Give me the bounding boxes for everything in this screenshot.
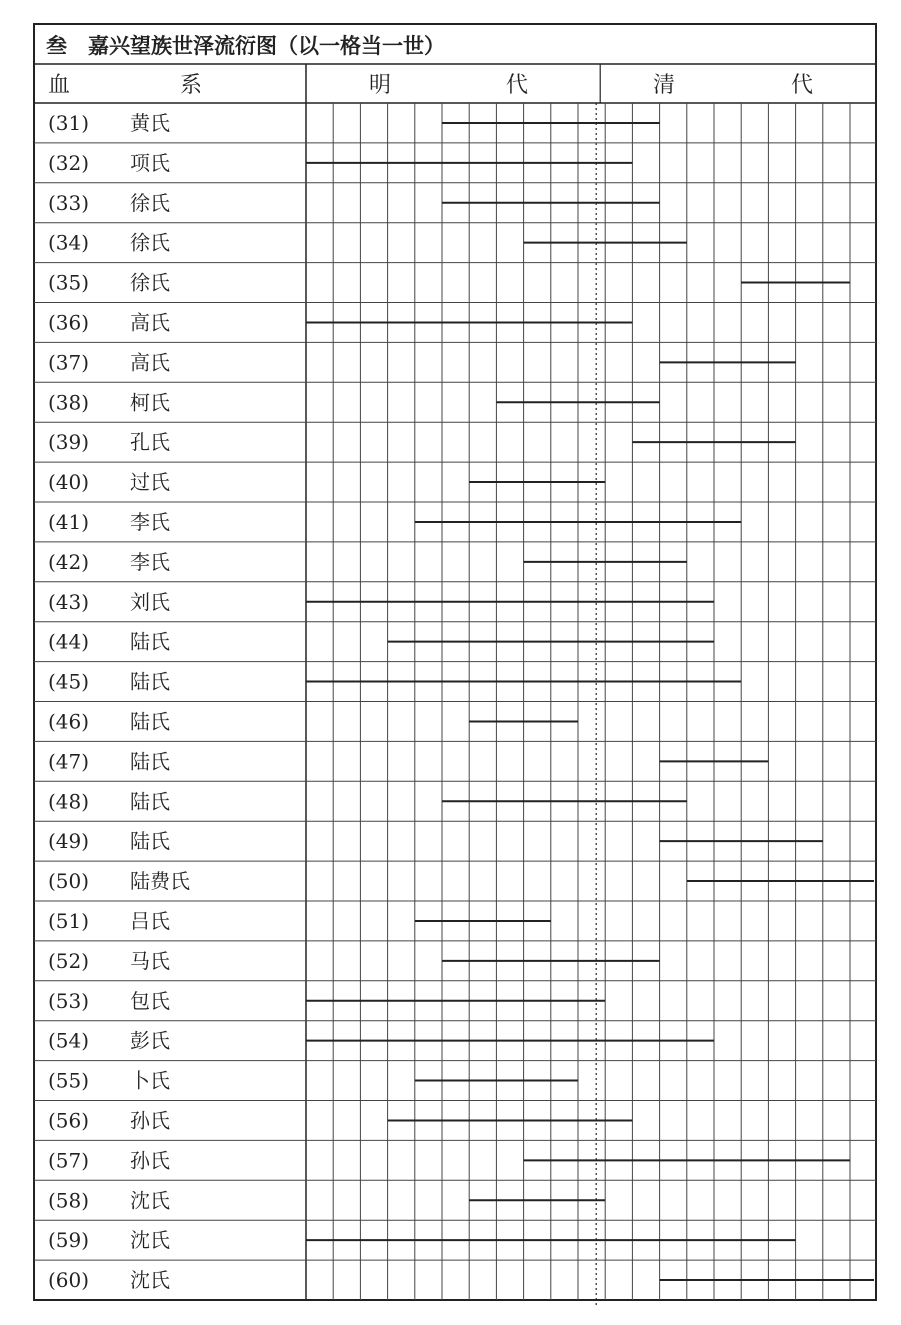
table-row xyxy=(34,749,876,781)
table-row xyxy=(34,510,876,542)
table-row xyxy=(34,390,876,422)
clan-name: 项氏 xyxy=(130,150,170,175)
row-number: (47) xyxy=(48,749,90,774)
table-row xyxy=(34,191,876,223)
qing-dynasty-header-left: 清 xyxy=(653,73,676,98)
table-row xyxy=(34,829,876,861)
row-number: (38) xyxy=(48,390,90,415)
lineage-rows xyxy=(34,111,876,1292)
clan-name: 陆费氏 xyxy=(130,869,190,894)
table-row xyxy=(34,350,876,382)
table-row xyxy=(34,630,876,662)
row-number: (33) xyxy=(48,190,90,215)
table-row xyxy=(34,430,876,462)
table-row xyxy=(34,151,876,183)
clan-name: 陆氏 xyxy=(130,669,170,694)
clan-name: 陆氏 xyxy=(130,789,170,814)
table-row xyxy=(34,709,876,741)
table-row xyxy=(34,1108,876,1140)
row-number: (56) xyxy=(48,1108,90,1133)
clan-name: 马氏 xyxy=(130,948,170,973)
row-number: (58) xyxy=(48,1188,90,1213)
row-number: (32) xyxy=(48,150,90,175)
table-row xyxy=(34,949,876,981)
table-row xyxy=(34,1029,876,1061)
table-row xyxy=(34,1228,876,1260)
row-number: (45) xyxy=(48,669,90,694)
row-number: (48) xyxy=(48,789,90,814)
row-number: (46) xyxy=(48,709,90,734)
row-number: (42) xyxy=(48,549,90,574)
row-number: (55) xyxy=(48,1068,90,1093)
table-row xyxy=(48,1268,874,1292)
clan-name: 卜氏 xyxy=(130,1068,170,1093)
clan-name: 刘氏 xyxy=(130,589,170,614)
table-row xyxy=(34,869,876,901)
table-row xyxy=(34,590,876,622)
row-number: (53) xyxy=(48,988,90,1013)
clan-name: 孙氏 xyxy=(130,1108,170,1133)
row-number: (44) xyxy=(48,629,90,654)
clan-name: 沈氏 xyxy=(130,1188,170,1213)
table-row xyxy=(34,789,876,821)
clan-name: 徐氏 xyxy=(130,230,170,255)
row-number: (41) xyxy=(48,509,90,534)
clan-name: 陆氏 xyxy=(130,709,170,734)
table-row xyxy=(34,550,876,582)
chart-title: 叁 嘉兴望族世泽流衍图（以一格当一世） xyxy=(46,33,445,58)
row-number: (50) xyxy=(48,869,90,894)
clan-name: 陆氏 xyxy=(130,749,170,774)
clan-name: 彭氏 xyxy=(130,1028,170,1053)
row-number: (34) xyxy=(48,230,90,255)
clan-name: 高氏 xyxy=(130,310,170,335)
clan-name: 吕氏 xyxy=(130,908,170,933)
clan-name: 孙氏 xyxy=(130,1148,170,1173)
row-number: (40) xyxy=(48,470,90,495)
table-row xyxy=(34,470,876,502)
clan-name: 徐氏 xyxy=(130,270,170,295)
row-number: (54) xyxy=(48,1028,90,1053)
clan-name: 包氏 xyxy=(130,988,170,1013)
table-row xyxy=(34,909,876,941)
table-row xyxy=(34,231,876,263)
clan-name: 李氏 xyxy=(130,549,170,574)
clan-name: 过氏 xyxy=(130,470,170,495)
table-row xyxy=(34,1188,876,1220)
row-number: (57) xyxy=(48,1148,90,1173)
row-number: (60) xyxy=(48,1268,90,1293)
clan-name: 黄氏 xyxy=(130,110,170,135)
qing-dynasty-header-right: 代 xyxy=(791,73,814,98)
clan-name: 徐氏 xyxy=(130,190,170,215)
row-number: (52) xyxy=(48,948,90,973)
clan-name: 李氏 xyxy=(130,509,170,534)
clan-name: 柯氏 xyxy=(130,390,170,415)
ming-dynasty-header-right: 代 xyxy=(506,73,529,98)
clan-name: 孔氏 xyxy=(130,430,170,455)
clan-name: 沈氏 xyxy=(130,1228,170,1253)
table-row xyxy=(34,271,876,303)
table-row xyxy=(34,111,876,143)
row-number: (51) xyxy=(48,908,90,933)
row-number: (39) xyxy=(48,430,90,455)
row-number: (37) xyxy=(48,350,90,375)
lineage-column-header: 血 系 xyxy=(48,73,203,98)
clan-name: 沈氏 xyxy=(130,1268,170,1293)
clan-name: 高氏 xyxy=(130,350,170,375)
row-number: (35) xyxy=(48,270,90,295)
clan-name: 陆氏 xyxy=(130,829,170,854)
table-row xyxy=(34,310,876,342)
ming-dynasty-header-left: 明 xyxy=(369,73,392,98)
clan-name: 陆氏 xyxy=(130,629,170,654)
row-number: (36) xyxy=(48,310,90,335)
table-row xyxy=(34,670,876,702)
row-number: (31) xyxy=(48,110,90,135)
table-row xyxy=(34,1148,876,1180)
table-row xyxy=(34,989,876,1021)
table-row xyxy=(34,1069,876,1101)
row-number: (49) xyxy=(48,829,90,854)
row-number: (59) xyxy=(48,1228,90,1253)
row-number: (43) xyxy=(48,589,90,614)
